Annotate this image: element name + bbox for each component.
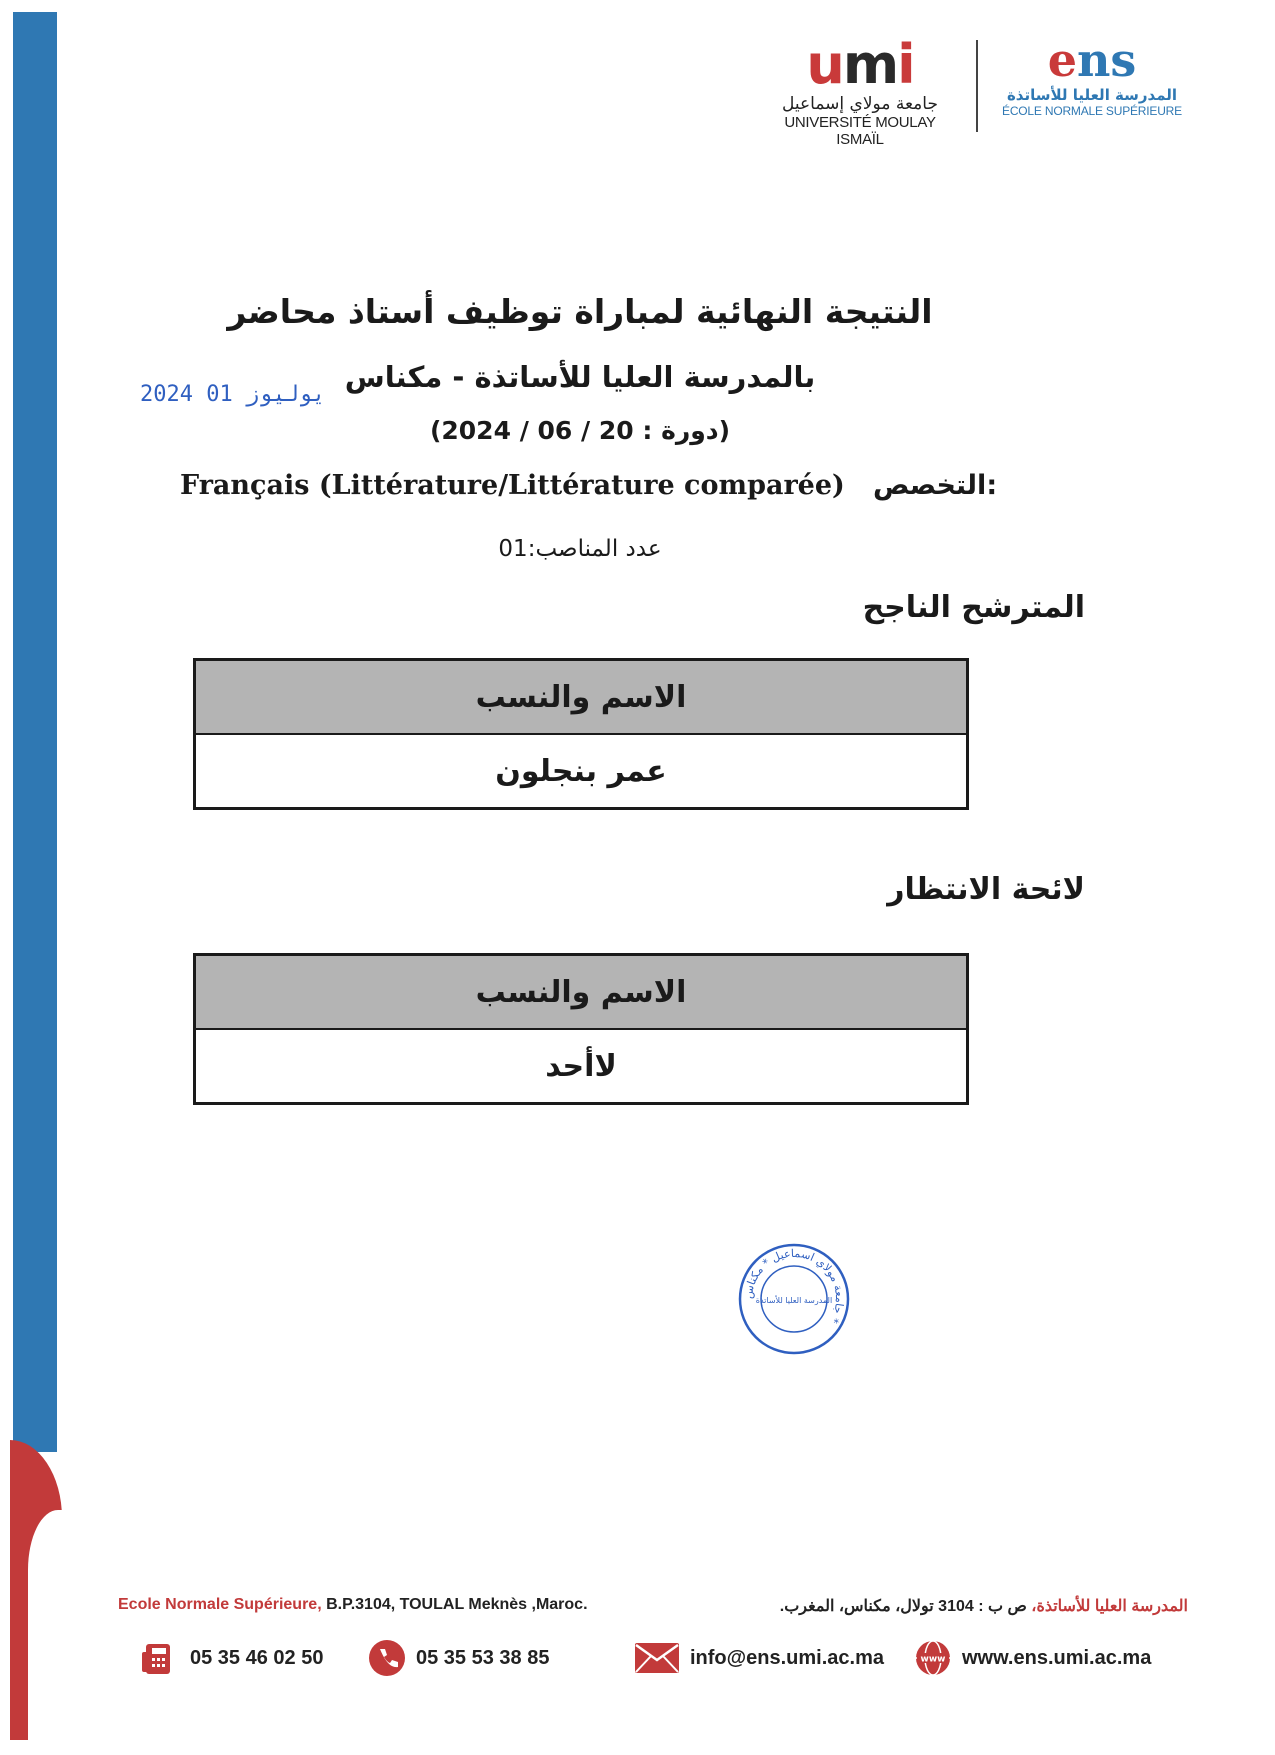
waitlist-heading: لائحة الانتظار — [887, 872, 1085, 907]
email-address: info@ens.umi.ac.ma — [690, 1646, 884, 1669]
footer-phone — [368, 1636, 549, 1680]
footer-address-fr-name: Ecole Normale Supérieure, — [118, 1596, 322, 1613]
successful-table-header: الاسم والنسب — [196, 661, 966, 735]
umi-logo — [760, 33, 960, 148]
successful-table — [193, 658, 969, 810]
footer-address-ar: ص ب : 3104 تولال، مكناس، المغرب. — [779, 1598, 1032, 1615]
phone-number: 05 35 53 38 85 — [416, 1646, 550, 1669]
specialty-label: التخصص: — [873, 470, 998, 501]
footer-address-ar-name: المدرسة العليا للأساتذة، — [1031, 1598, 1188, 1615]
successful-heading: المترشح الناجح — [862, 590, 1085, 625]
footer-address — [118, 1596, 1188, 1614]
footer-web — [914, 1636, 1151, 1680]
fax-number: 05 35 46 02 50 — [190, 1646, 324, 1669]
ens-logo — [992, 34, 1192, 138]
globe-icon — [914, 1639, 952, 1677]
footer-fax — [140, 1636, 323, 1680]
side-decor-blue-bar — [13, 12, 57, 1452]
fax-icon — [140, 1638, 180, 1678]
waitlist-table — [193, 953, 969, 1105]
successful-candidate-name: عمر بنجلون — [196, 735, 966, 807]
side-decor-red-shape — [10, 1440, 62, 1740]
logo-divider — [976, 40, 978, 132]
title-session: (دورة : 20 / 06 / 2024) — [429, 416, 731, 445]
specialty-value: Français (Littérature/Littérature comparée) — [180, 470, 845, 501]
positions-count: عدد المناصب:01 — [498, 536, 662, 562]
svg-text:المدرسة العليا للأساتذة: المدرسة العليا للأساتذة — [755, 1296, 833, 1305]
footer-address-ar-block — [780, 1596, 1188, 1616]
waitlist-value: لاأحد — [196, 1030, 966, 1102]
ens-french-name: ÉCOLE NORMALE SUPÉRIEURE — [1002, 104, 1182, 118]
footer-address-fr: B.P.3104, TOULAL Meknès ,Maroc. — [321, 1596, 588, 1613]
header-logos — [760, 30, 1200, 148]
footer-contacts — [140, 1636, 1190, 1680]
footer-email — [634, 1636, 884, 1680]
phone-icon — [368, 1639, 406, 1677]
svg-text:www: www — [920, 1654, 946, 1665]
title-line-1: النتيجة النهائية لمباراة توظيف أستاذ محاضر — [227, 292, 933, 331]
ens-logo-mark: ens — [1047, 33, 1137, 87]
waitlist-table-header: الاسم والنسب — [196, 956, 966, 1030]
title-line-2: بالمدرسة العليا للأساتذة - مكناس — [344, 360, 816, 394]
date-stamp: 2024 يوليوز 01 — [140, 382, 326, 407]
email-icon — [634, 1642, 680, 1674]
ens-arabic-name: المدرسة العليا للأساتذة — [1006, 86, 1178, 104]
umi-french-name: UNIVERSITÉ MOULAY ISMAÏL — [784, 114, 936, 148]
svg-text:جامعة مولاي اسماعيل * مكناس *: جامعة مولاي اسماعيل * مكناس * — [741, 1246, 847, 1326]
umi-logo-mark: umi — [806, 33, 914, 96]
official-seal-icon — [737, 1242, 851, 1356]
website-url: www.ens.umi.ac.ma — [962, 1646, 1152, 1669]
specialty-line — [180, 470, 998, 501]
umi-arabic-name: جامعة مولاي إسماعيل — [782, 94, 938, 114]
